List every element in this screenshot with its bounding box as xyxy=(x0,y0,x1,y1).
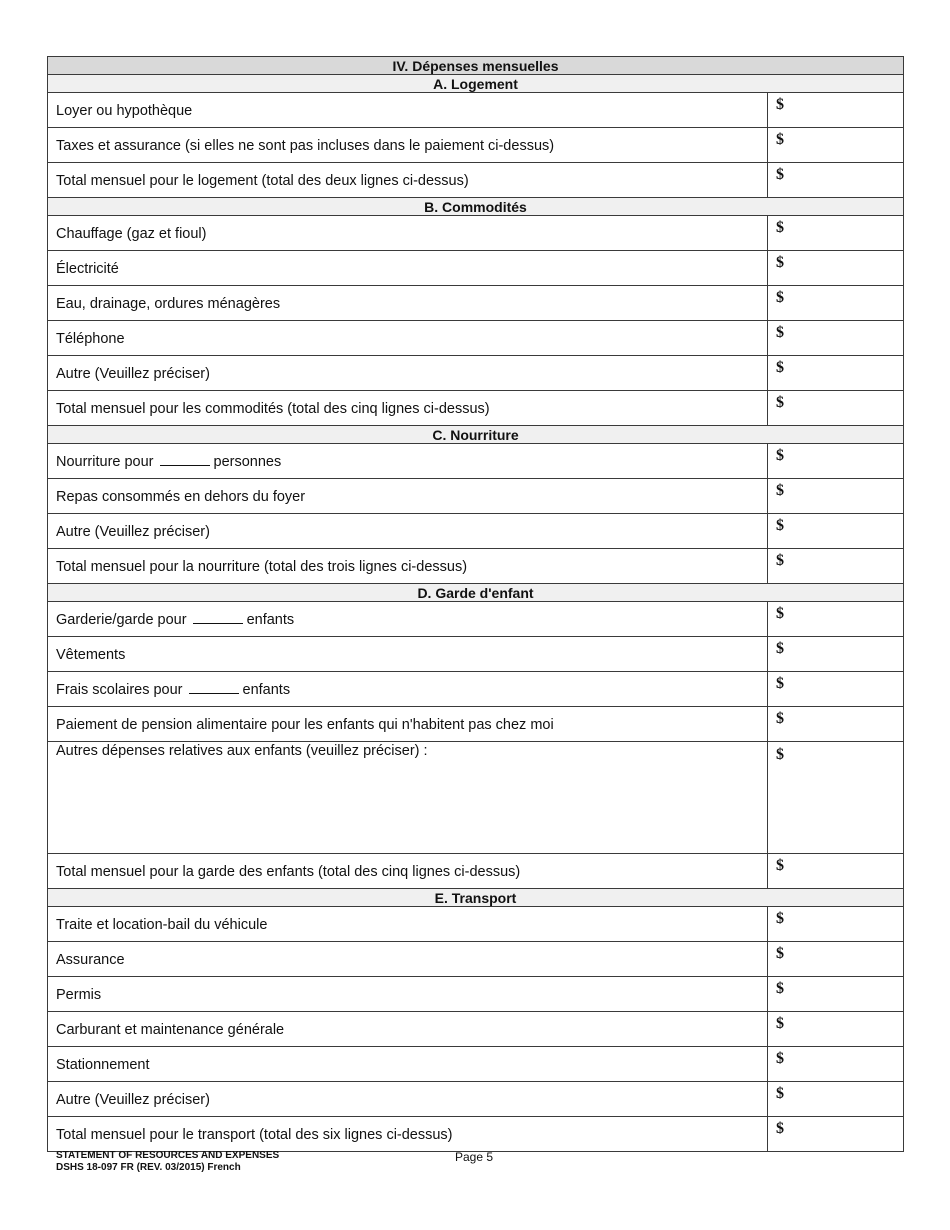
monthly-expenses-table xyxy=(47,56,904,1152)
dollar-sign: $ xyxy=(776,980,784,997)
dollar-sign: $ xyxy=(776,710,784,727)
form-number: DSHS 18-097 FR (REV. 03/2015) French xyxy=(56,1162,241,1173)
dollar-sign: $ xyxy=(776,447,784,464)
amount-field[interactable] xyxy=(768,602,904,637)
dollar-sign: $ xyxy=(776,605,784,622)
table-row xyxy=(48,549,904,584)
amount-field[interactable] xyxy=(768,707,904,742)
amount-field[interactable] xyxy=(768,1117,904,1152)
amount-field[interactable] xyxy=(768,216,904,251)
row-label xyxy=(48,612,767,628)
amount-field[interactable] xyxy=(768,163,904,198)
amount-field[interactable] xyxy=(768,321,904,356)
row-label xyxy=(48,454,767,470)
dollar-sign: $ xyxy=(776,394,784,411)
section-header-housing: A. Logement xyxy=(48,75,904,93)
dollar-sign: $ xyxy=(776,857,784,874)
table-row xyxy=(48,672,904,707)
table-row xyxy=(48,356,904,391)
row-label-after: enfants xyxy=(246,612,295,628)
dollar-sign: $ xyxy=(776,482,784,499)
amount-field[interactable] xyxy=(768,1047,904,1082)
row-label: Repas consommés en dehors du foyer xyxy=(56,489,306,505)
row-label: Taxes et assurance (si elles ne sont pas incluses dans le paiement ci-dessus) xyxy=(56,138,555,154)
table-row xyxy=(48,707,904,742)
dollar-sign: $ xyxy=(776,131,784,148)
dollar-sign: $ xyxy=(776,675,784,692)
dollar-sign: $ xyxy=(776,1085,784,1102)
amount-field[interactable] xyxy=(768,854,904,889)
row-label: Loyer ou hypothèque xyxy=(56,103,193,119)
amount-field[interactable] xyxy=(768,391,904,426)
row-label: Total mensuel pour la garde des enfants (total des cinq lignes ci-dessus) xyxy=(56,864,521,880)
dollar-sign: $ xyxy=(776,1120,784,1137)
amount-field[interactable] xyxy=(768,742,904,854)
row-label: Vêtements xyxy=(56,647,126,663)
amount-field[interactable] xyxy=(768,286,904,321)
amount-field[interactable] xyxy=(768,907,904,942)
child-count-blank[interactable] xyxy=(193,613,243,624)
table-row xyxy=(48,854,904,889)
table-row xyxy=(48,602,904,637)
dollar-sign: $ xyxy=(776,517,784,534)
table-row xyxy=(48,907,904,942)
row-label: Autres dépenses relatives aux enfants (veuillez préciser) : xyxy=(56,743,428,759)
child-count-blank[interactable] xyxy=(189,683,239,694)
amount-field[interactable] xyxy=(768,251,904,286)
section-header-transport: E. Transport xyxy=(48,889,904,907)
row-label: Total mensuel pour les commodités (total des cinq lignes ci-dessus) xyxy=(56,401,490,417)
table-row xyxy=(48,1012,904,1047)
table-row xyxy=(48,942,904,977)
section-header-food: C. Nourriture xyxy=(48,426,904,444)
row-label-before: Garderie/garde pour xyxy=(56,612,187,628)
row-label: Chauffage (gaz et fioul) xyxy=(56,226,207,242)
table-row xyxy=(48,514,904,549)
table-row xyxy=(48,479,904,514)
form-name: STATEMENT OF RESOURCES AND EXPENSES xyxy=(56,1150,280,1161)
row-label-after: personnes xyxy=(213,454,282,470)
row-label: Paiement de pension alimentaire pour les enfants qui n'habitent pas chez moi xyxy=(56,717,554,733)
amount-field[interactable] xyxy=(768,356,904,391)
row-label-after: enfants xyxy=(242,682,291,698)
amount-field[interactable] xyxy=(768,549,904,584)
dollar-sign: $ xyxy=(776,219,784,236)
row-label: Autre (Veuillez préciser) xyxy=(56,1092,210,1108)
amount-field[interactable] xyxy=(768,479,904,514)
row-label: Total mensuel pour la nourriture (total des trois lignes ci-dessus) xyxy=(56,559,468,575)
row-label: Téléphone xyxy=(56,331,125,347)
row-label: Électricité xyxy=(56,261,119,277)
row-label: Traite et location-bail du véhicule xyxy=(56,917,268,933)
table-row xyxy=(48,93,904,128)
row-label xyxy=(48,682,767,698)
row-label: Assurance xyxy=(56,952,125,968)
dollar-sign: $ xyxy=(776,1015,784,1032)
dollar-sign: $ xyxy=(776,640,784,657)
table-row xyxy=(48,163,904,198)
amount-field[interactable] xyxy=(768,942,904,977)
table-row xyxy=(48,1117,904,1152)
section-header-childcare: D. Garde d'enfant xyxy=(48,584,904,602)
dollar-sign: $ xyxy=(776,96,784,113)
table-row xyxy=(48,444,904,479)
table-row xyxy=(48,1047,904,1082)
dollar-sign: $ xyxy=(776,945,784,962)
amount-field[interactable] xyxy=(768,444,904,479)
row-label: Autre (Veuillez préciser) xyxy=(56,524,210,540)
amount-field[interactable] xyxy=(768,637,904,672)
dollar-sign: $ xyxy=(776,746,784,763)
amount-field[interactable] xyxy=(768,514,904,549)
dollar-sign: $ xyxy=(776,1050,784,1067)
section-header-utilities: B. Commodités xyxy=(48,198,904,216)
table-row xyxy=(48,321,904,356)
row-label: Carburant et maintenance générale xyxy=(56,1022,285,1038)
row-label: Autre (Veuillez préciser) xyxy=(56,366,210,382)
dollar-sign: $ xyxy=(776,289,784,306)
row-label-before: Nourriture pour xyxy=(56,454,154,470)
amount-field[interactable] xyxy=(768,977,904,1012)
row-label: Stationnement xyxy=(56,1057,150,1073)
table-row xyxy=(48,1082,904,1117)
dollar-sign: $ xyxy=(776,254,784,271)
amount-field[interactable] xyxy=(768,1012,904,1047)
person-count-blank[interactable] xyxy=(160,455,210,466)
dollar-sign: $ xyxy=(776,324,784,341)
form-section-title: IV. Dépenses mensuelles xyxy=(48,57,904,75)
dollar-sign: $ xyxy=(776,166,784,183)
dollar-sign: $ xyxy=(776,359,784,376)
amount-field[interactable] xyxy=(768,672,904,707)
amount-field[interactable] xyxy=(768,1082,904,1117)
table-row xyxy=(48,637,904,672)
table-row xyxy=(48,742,904,854)
table-row xyxy=(48,977,904,1012)
table-row xyxy=(48,216,904,251)
dollar-sign: $ xyxy=(776,552,784,569)
table-row xyxy=(48,286,904,321)
table-row xyxy=(48,251,904,286)
row-label: Permis xyxy=(56,987,102,1003)
row-label-before: Frais scolaires pour xyxy=(56,682,183,698)
table-row xyxy=(48,128,904,163)
amount-field[interactable] xyxy=(768,128,904,163)
form-footer xyxy=(56,1150,279,1174)
table-row xyxy=(48,391,904,426)
row-label: Eau, drainage, ordures ménagères xyxy=(56,296,281,312)
page-number: Page 5 xyxy=(455,1150,494,1164)
amount-field[interactable] xyxy=(768,93,904,128)
row-label: Total mensuel pour le transport (total des six lignes ci-dessus) xyxy=(56,1127,453,1143)
dollar-sign: $ xyxy=(776,910,784,927)
row-label: Total mensuel pour le logement (total des deux lignes ci-dessus) xyxy=(56,173,469,189)
